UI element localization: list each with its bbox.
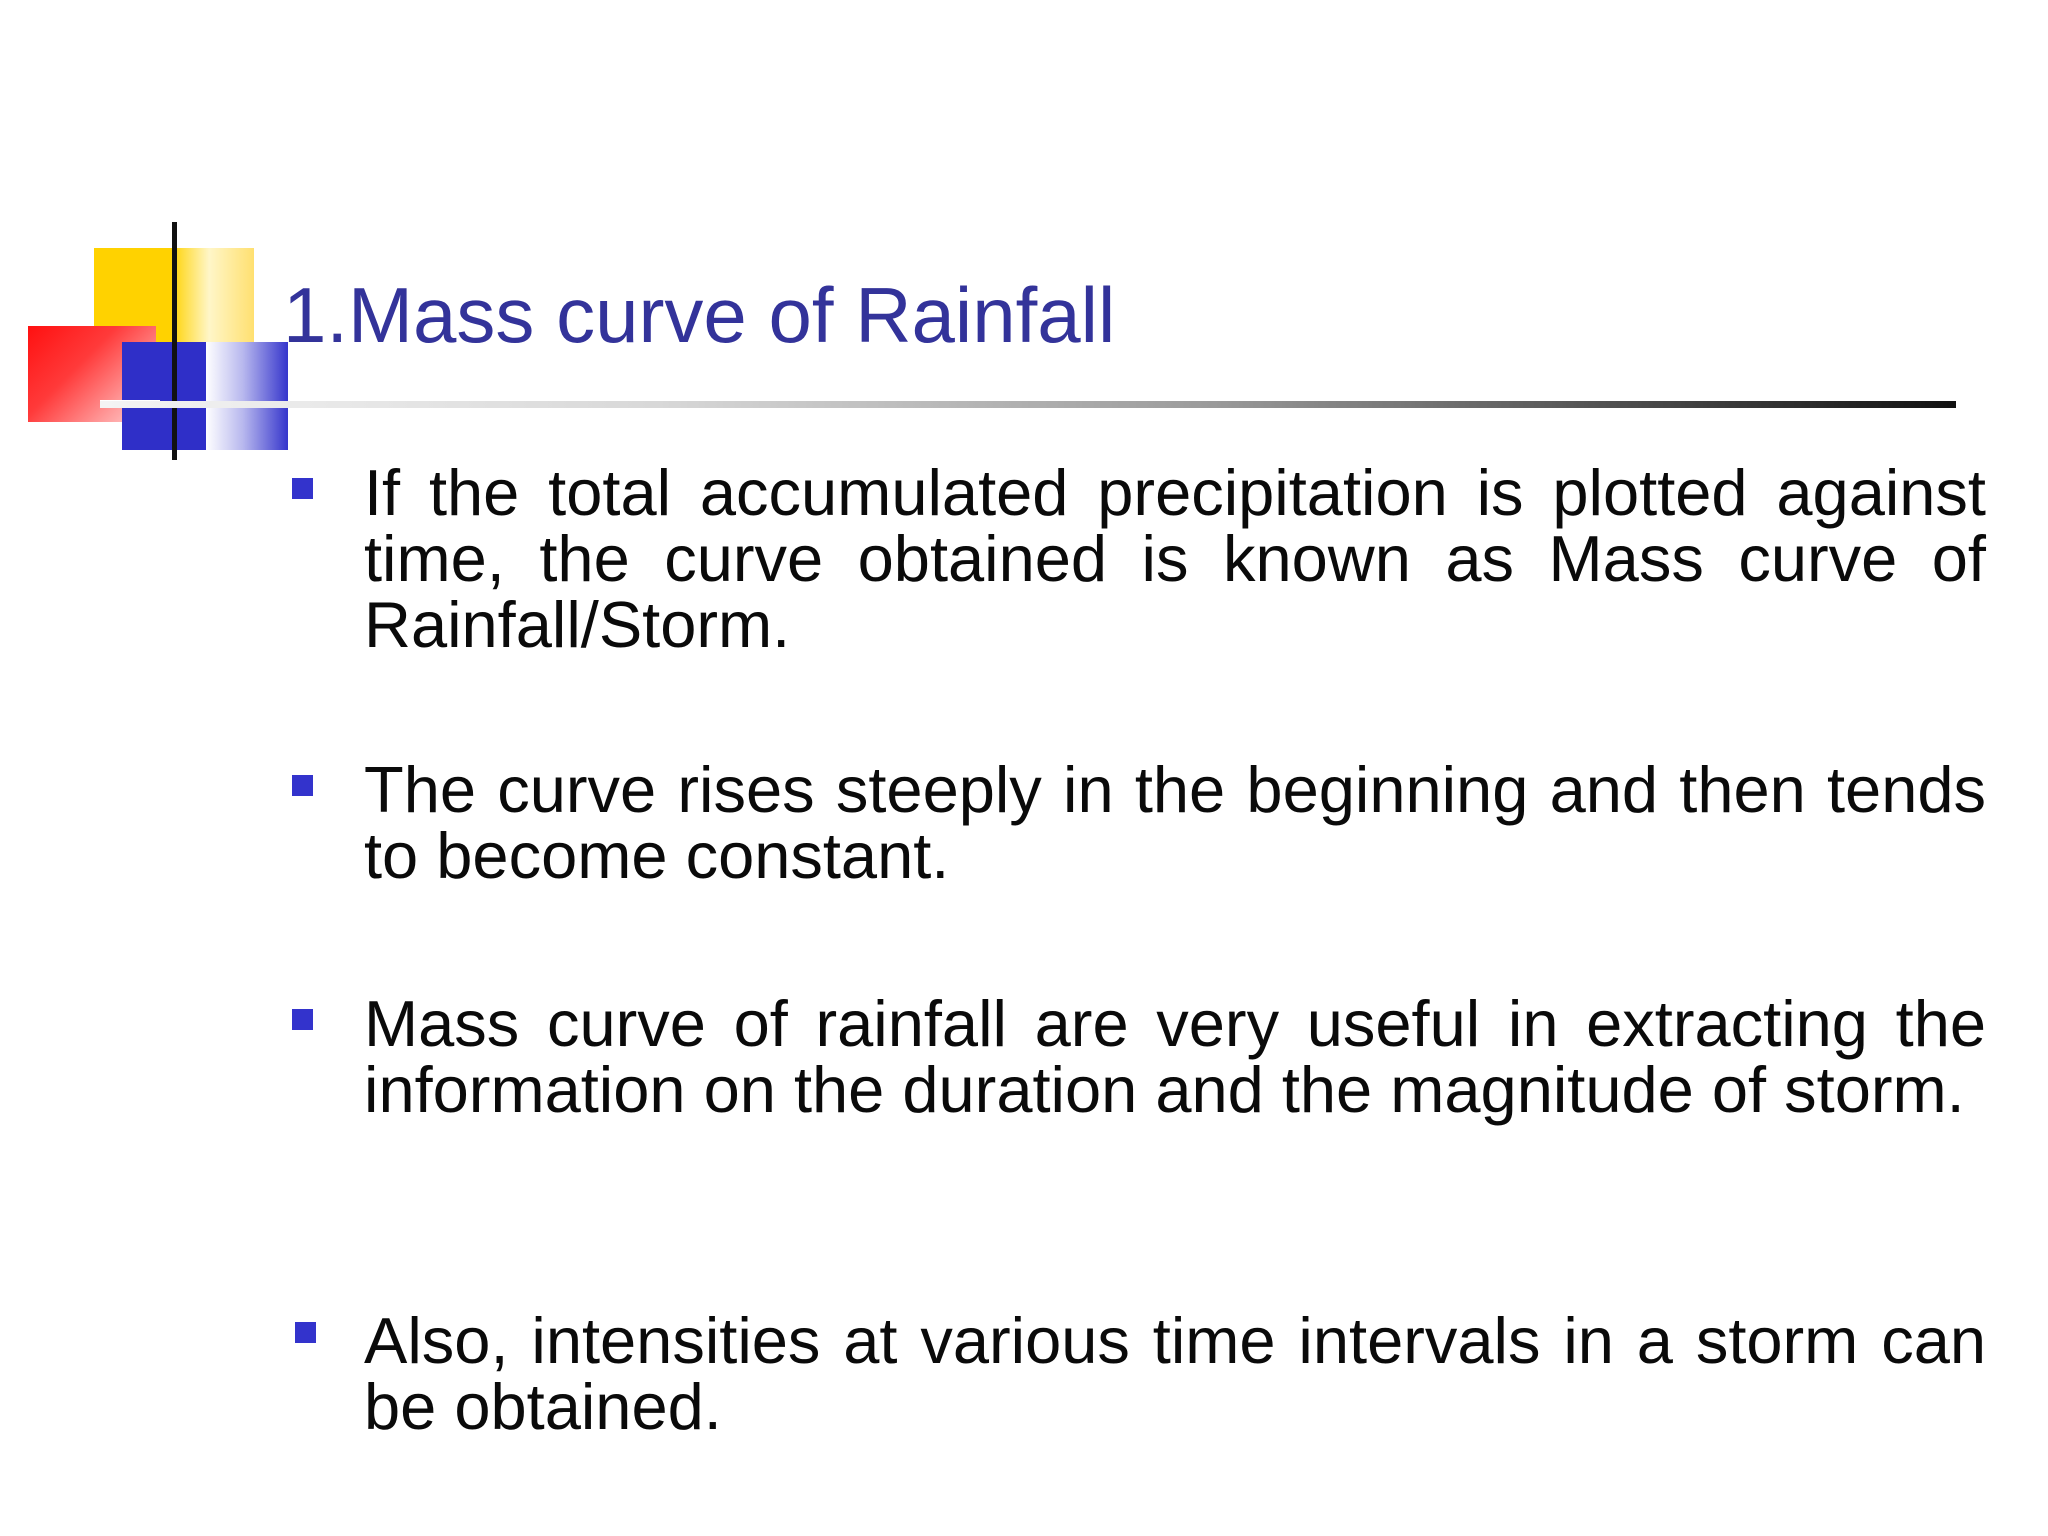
- square-bullet-icon: [295, 1322, 316, 1343]
- square-bullet-icon: [292, 775, 313, 796]
- bullet-text: The curve rises steeply in the beginning and then tends to become constant.: [364, 753, 1986, 892]
- bullet-text: Mass curve of rainfall are very useful in extracting the information on the duration and the magnitude of storm.: [364, 987, 1986, 1126]
- slide-title: 1.Mass curve of Rainfall: [283, 271, 1116, 359]
- bullet-text: Also, intensities at various time intervals in a storm can be obtained.: [364, 1304, 1986, 1443]
- square-bullet-icon: [292, 478, 313, 499]
- bullet-text: If the total accumulated precipitation is plotted against time, the curve obtained is known as Mass curve of Rainfall/Storm.: [364, 456, 1986, 661]
- square-bullet-icon: [292, 1009, 313, 1030]
